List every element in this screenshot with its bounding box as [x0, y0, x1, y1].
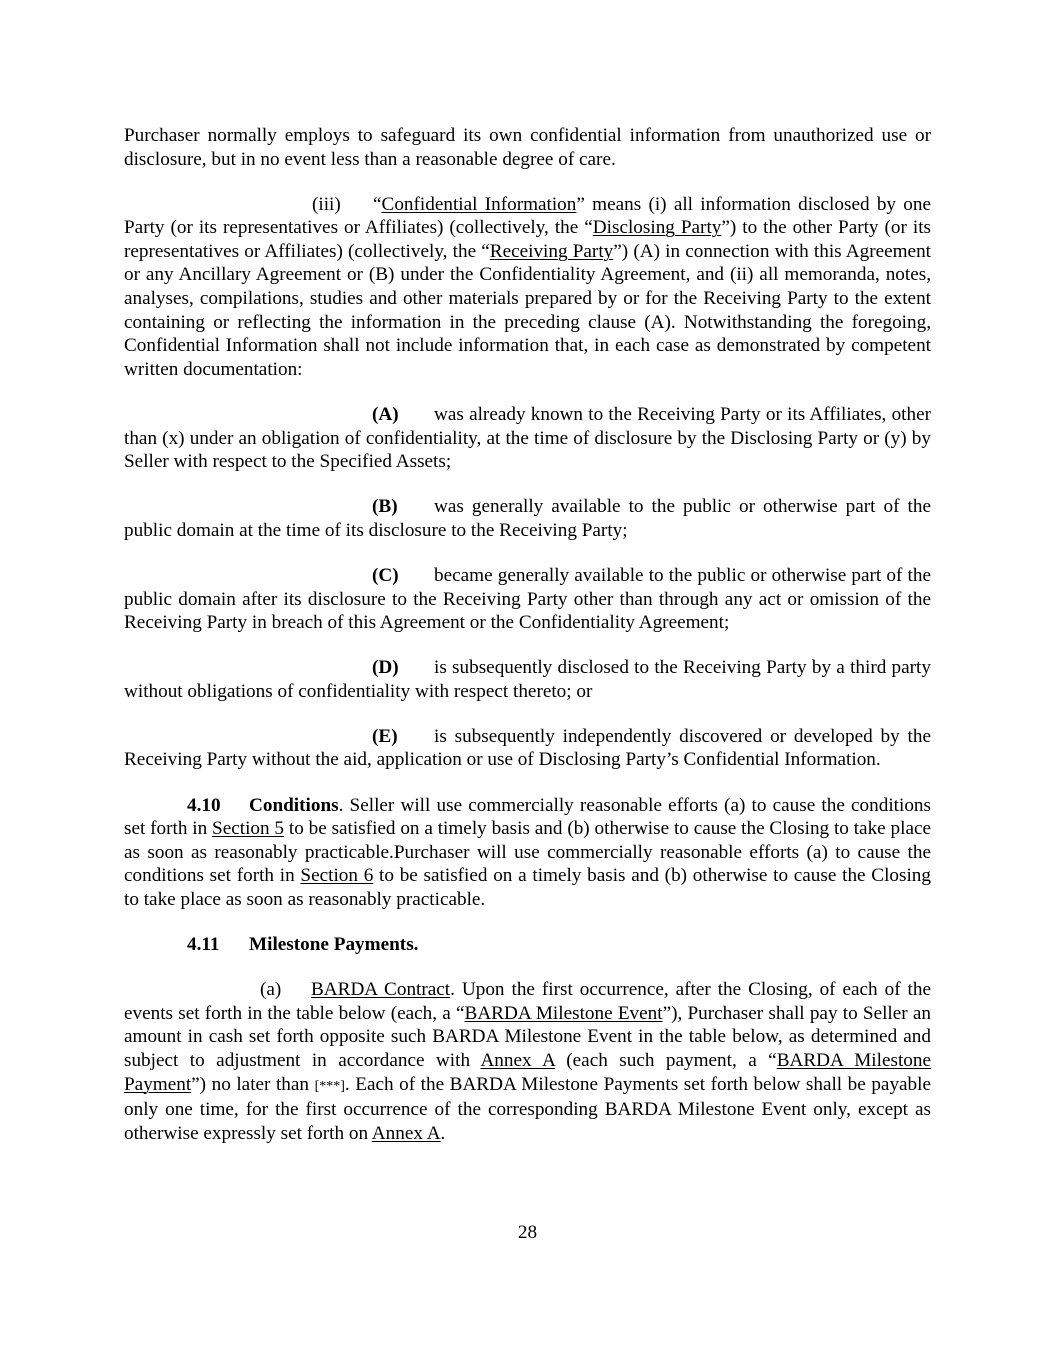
clause-marker: (E): [372, 725, 398, 747]
clause-marker: (B): [372, 496, 398, 518]
subsection-title: BARDA Contract: [311, 979, 451, 1001]
clause-marker: (C): [372, 564, 399, 586]
section-number: 4.11: [187, 934, 220, 956]
section-reference: Section 6: [300, 865, 374, 887]
exception-a-paragraph: (A) was already known to the Receiving Party or its Affiliates, other than (x) under an obligation of confidentiality, at the time of disclosure by the Disclosing Party or (y) by Seller with respect to the Specified Assets;: [124, 403, 931, 473]
page-number: 28: [517, 1222, 538, 1243]
section-4-11a-paragraph: (a) BARDA Contract. Upon the first occurrence, after the Closing, of each of the events set forth in the table below (each, a “BARDA Milestone Event”), Purchaser shall pay to Seller an amount in cash set forth opposite such BARDA Milestone Event in the table below, as determined and subject to adjustment in accordance with Annex A (each such payment, a “BARDA Milestone Payment”) no later than [***]. Each of the BARDA Milestone Payments set forth below shall be payable only one time, for the first occurrence of the corresponding BARDA Milestone Event only, except as otherwise expressly set forth on Annex A.: [124, 979, 931, 1144]
clause-marker: (iii): [312, 193, 341, 215]
defined-term: Confidential Information: [381, 193, 577, 215]
exception-b-paragraph: (B) was generally available to the public or otherwise part of the public domain at the time of its disclosure to the Receiving Party;: [124, 496, 931, 541]
exception-c-paragraph: (C) became generally available to the public or otherwise part of the public domain after its disclosure to the Receiving Party other than through any act or omission of the Receiving Party in breach of this Agreement or the Confidentiality Agreement;: [124, 564, 931, 634]
section-4-11-heading: [124, 933, 931, 957]
section-heading: Conditions: [249, 794, 339, 816]
defined-term: Receiving Party: [489, 240, 614, 262]
section-reference: Section 5: [212, 818, 285, 840]
definition-iii-paragraph: (iii) “Confidential Information” means (i) all information disclosed by one Party (or its representatives or Affiliates) (collectively, the “Disclosing Party”) to the other Party (or its representatives or Affiliates) (collectively, the “Receiving Party”) (A) in connection with this Agreement or any Ancillary Agreement or (B) under the Confidentiality Agreement, and (ii) all memoranda, notes, analyses, compilations, studies and other materials prepared by or for the Receiving Party to the extent containing or reflecting the information in the preceding clause (A). Notwithstanding the foregoing, Confidential Information shall not include information that, in each case as demonstrated by competent written documentation:: [124, 193, 931, 380]
annex-reference: Annex A: [371, 1122, 441, 1144]
clause-marker: (a): [260, 979, 282, 1001]
annex-reference: Annex A: [480, 1049, 555, 1071]
defined-term: BARDA Milestone Event: [464, 1002, 663, 1024]
exception-d-paragraph: (D) is subsequently disclosed to the Receiving Party by a third party without obligations of confidentiality with respect thereto; or: [124, 657, 931, 702]
continuation-paragraph: Purchaser normally employs to safeguard its own confidential information from unauthorized use or disclosure, but in no event less than a reasonable degree of care.: [124, 125, 931, 170]
defined-term: BARDA Milestone Payment: [124, 1049, 931, 1095]
redaction-marker: [***]: [314, 1078, 345, 1094]
clause-marker: (D): [372, 657, 399, 679]
defined-term: Disclosing Party: [592, 217, 722, 239]
section-number: 4.10: [187, 794, 221, 816]
exception-e-paragraph: (E) is subsequently independently discovered or developed by the Receiving Party without the aid, application or use of Disclosing Party’s Confidential Information.: [124, 725, 931, 771]
section-4-10-paragraph: 4.10 Conditions. Seller will use commercially reasonable efforts (a) to cause the conditions set forth in Section 5 to be satisfied on a timely basis and (b) otherwise to cause the Closing to take place as soon as reasonably practicable.Purchaser will use commercially reasonable efforts (a) to cause the conditions set forth in Section 6 to be satisfied on a timely basis and (b) otherwise to cause the Closing to take place as soon as reasonably practicable.: [124, 794, 931, 910]
section-heading: Milestone Payments.: [249, 934, 419, 956]
document-page: [124, 124, 931, 1145]
clause-marker: (A): [372, 403, 399, 425]
